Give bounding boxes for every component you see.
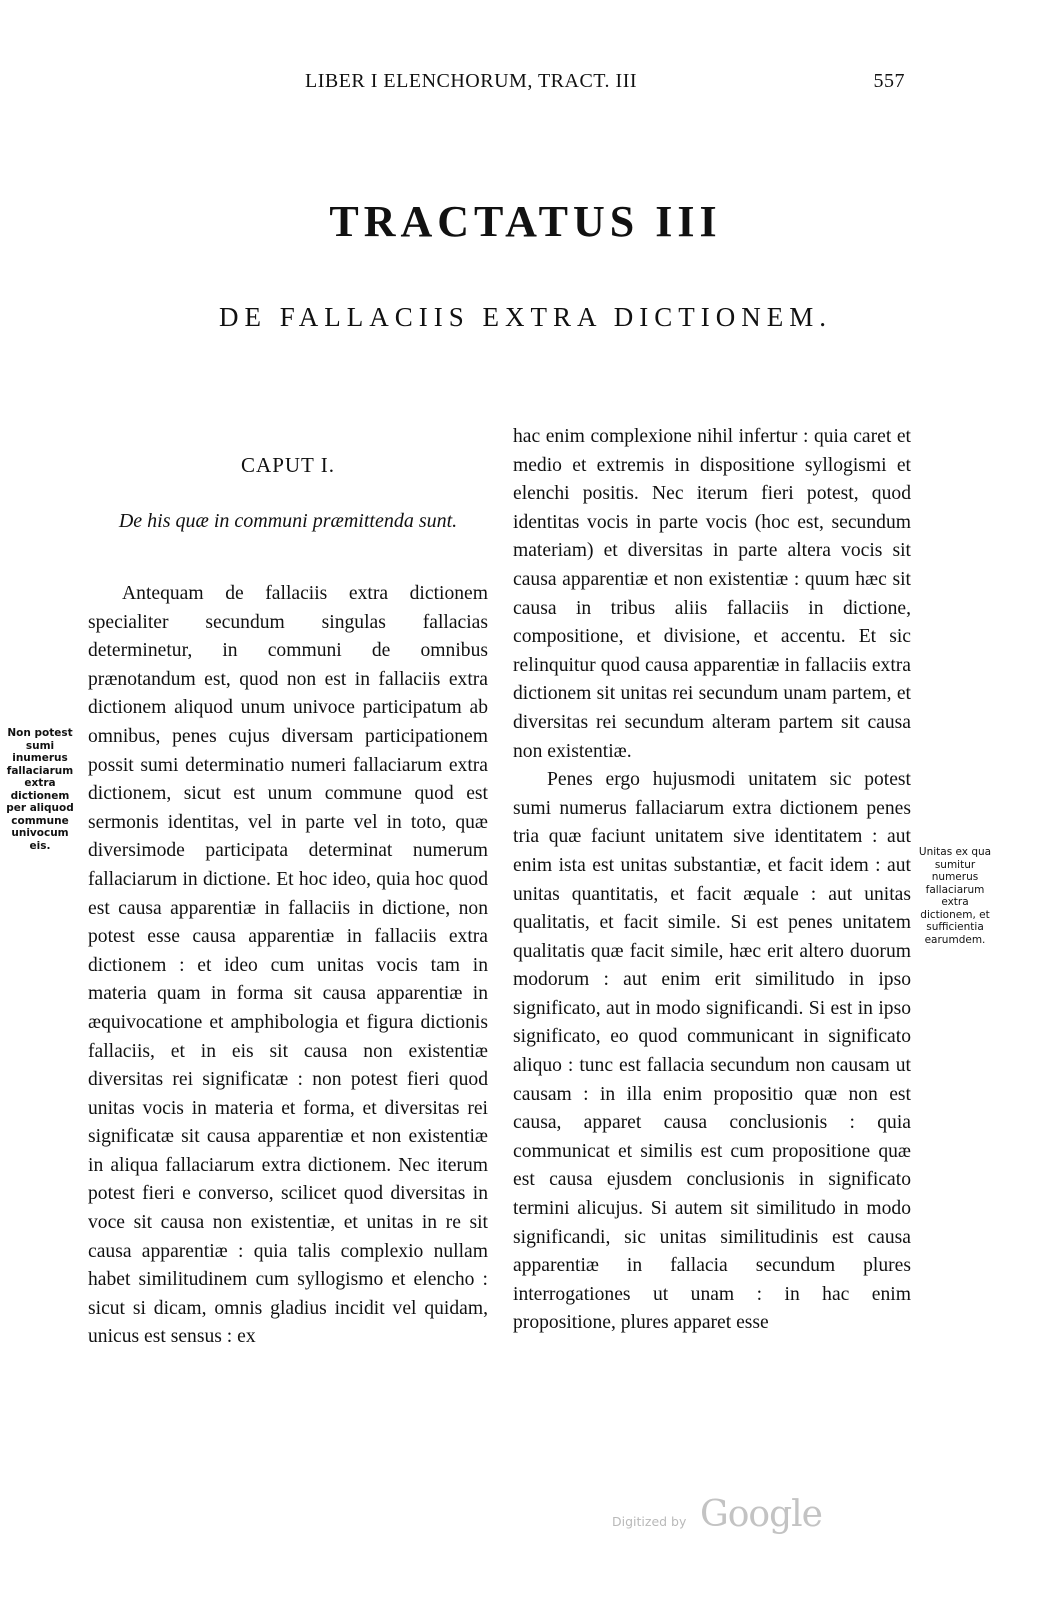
digitization-watermark [612, 1494, 852, 1544]
page-number: 557 [873, 70, 905, 92]
caput-subtitle: De his quæ in communi præmittenda sunt. [118, 510, 458, 532]
digitized-by-label: Digitized by [612, 1514, 687, 1529]
margin-note-right: Unitas ex qua sumitur numerus fallaciarum extra dictionem, et sufficientia earumdem. [918, 846, 992, 946]
left-column [88, 580, 488, 1352]
tractatus-subtitle: DE FALLACIIS EXTRA DICTIONEM. [219, 302, 832, 332]
google-logo: Google [700, 1494, 822, 1535]
right-column [513, 423, 911, 1338]
right-paragraph-2: Penes ergo hujusmodi unitatem sic potest sumi numerus fallaciarum extra dictionem penes tria quæ faciunt unitatem sive identitatem : aut enim ista est unitas substantiæ, et facit idem : aut unitas quantitatis, et facit æquale : aut unitas qualitatis, et facit simile. Si est penes unitatem qualitatis quæ facit simile, hæc erit altero duorum modorum : aut enim erit similitudo in ipso significato, aut in modo significandi. Si est in ipso significato, eo quod communicant in significato aliquo : tunc est fallacia secundum non causam ut causam : in illa enim propositio quæ non est causa, apparet causa conclusionis : quia communicat et similis est cum propositione quæ est causa ejusdem conclusionis in significato termini alicujus. Si autem sit similitudo in modo significandi, sic unitas similitudinis est causa apparentiæ in fallacia secundum plures interrogationes ut unam : in hac enim propositione, plures apparet esse [513, 769, 911, 1334]
right-paragraph-1: hac enim complexione nihil infertur : quia caret et medio et extremis in dispositione syllogismi et elenchi positis. Nec iterum fieri potest, quod identitas vocis in parte vocis (hoc est, secundum materiam) et diversitas in parte altera vocis sit causa apparentiæ et non existentiæ : quum hæc sit causa in tribus aliis fallaciis in dictione, compositione, et divisione, et accentu. Et sic relinquitur quod causa apparentiæ in fallaciis extra dictionem sit unitas rei secundum unam partem, et diversitas rei secundum alteram partem sit causa non existentiæ. [513, 426, 911, 762]
margin-note-left: Non potest sumi inumerus fallaciarum extra dictionem per aliquod commune univocum eis. [6, 727, 74, 852]
left-paragraph-1: Antequam de fallaciis extra dictionem specialiter secundum singulas fallacias determinetur, in communi de omnibus prænotandum est, quod non est in fallaciis extra dictionem aliquod unum univoce participatum ab omnibus, penes cujus diversam participationem possit sumi determinatio numeri fallaciarum extra dictionem, sicut est unum commune quod est sermonis identitas, vel in parte vel in toto, quæ diversimode participata determinat numerum fallaciarum in dictione. Et hoc ideo, quia hoc quod est causa apparentiæ in fallaciis in dictione, non potest esse causa apparentiæ in fallaciis extra dictionem : et ideo cum unitas vocis tam in materia quam in forma sit causa apparentiæ in æquivocatione et amphibologia et figura dictionis fallaciis, et in eis sit causa non existentiæ diversitas rei significatæ : non potest fieri quod unitas vocis in materia et forma, et diversitas rei significatæ sit causa apparentiæ et non existentiæ in aliqua fallaciarum extra dictionem. Nec iterum potest fieri e converso, scilicet quod diversitas in voce sit causa non existentiæ, et unitas in re sit causa apparentiæ : quia talis complexio nullam habet similitudinem cum syllogismo et elencho : sicut si dicam, omnis gladius incidit vel quidam, unicus est sensus : ex [88, 583, 488, 1348]
running-head-title: LIBER I ELENCHORUM, TRACT. III [305, 70, 638, 92]
caput-heading: CAPUT I. [241, 453, 335, 477]
tractatus-title: TRACTATUS III [329, 197, 722, 246]
